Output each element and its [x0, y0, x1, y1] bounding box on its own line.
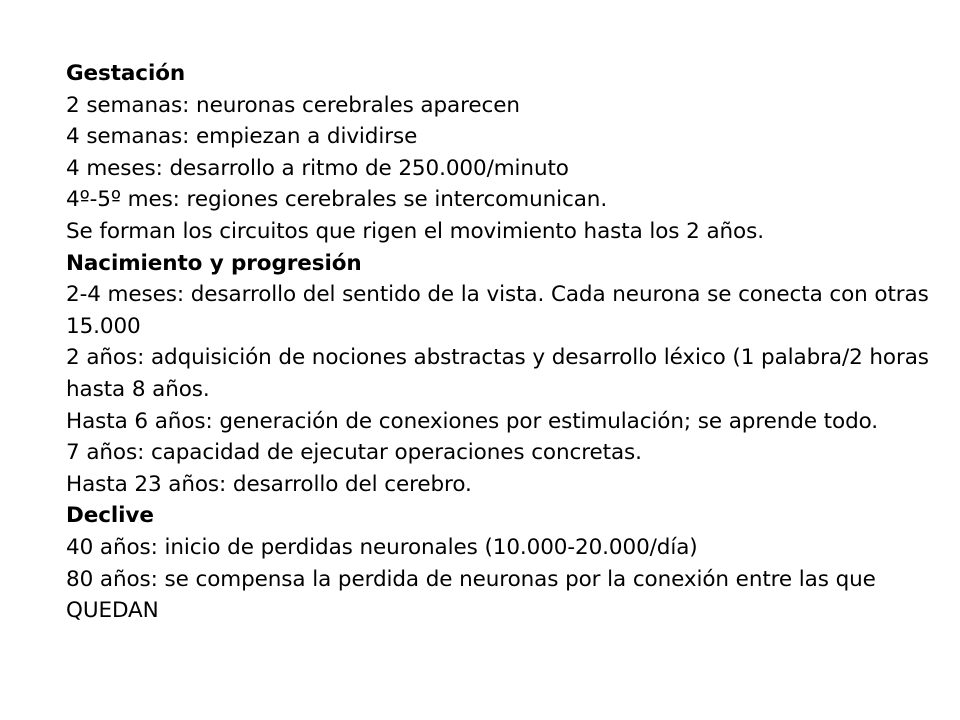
gestacion-line-2: 4 semanas: empiezan a dividirse	[66, 124, 418, 150]
section-heading-nacimiento: Nacimiento y progresión	[66, 250, 362, 276]
declive-line-2: 80 años: se compensa la perdida de neuronas por la conexión entre las que QUEDAN	[66, 566, 876, 624]
nacimiento-line-4: 7 años: capacidad de ejecutar operaciones concretas.	[66, 440, 642, 466]
nacimiento-line-2: 2 años: adquisición de nociones abstractas y desarrollo léxico (1 palabra/2 horas hasta 8 años.	[66, 345, 929, 402]
gestacion-line-1: 2 semanas: neuronas cerebrales aparecen	[66, 92, 520, 118]
gestacion-line-4: 4º-5º mes: regiones cerebrales se intercomunican.	[66, 187, 608, 213]
section-heading-declive: Declive	[66, 503, 154, 529]
nacimiento-line-5: Hasta 23 años: desarrollo del cerebro.	[66, 471, 472, 497]
nacimiento-line-3: Hasta 6 años: generación de conexiones por estimulación; se aprende todo.	[66, 408, 879, 434]
nacimiento-line-1: 2-4 meses: desarrollo del sentido de la vista. Cada neurona se conecta con otras 15.000	[66, 282, 929, 339]
slide-content	[66, 58, 946, 627]
section-heading-gestacion: Gestación	[66, 61, 186, 86]
declive-line-1: 40 años: inicio de perdidas neuronales (10.000-20.000/día)	[66, 534, 698, 560]
gestacion-line-3: 4 meses: desarrollo a ritmo de 250.000/minuto	[66, 155, 569, 181]
gestacion-line-5: Se forman los circuitos que rigen el movimiento hasta los 2 años.	[66, 218, 764, 244]
